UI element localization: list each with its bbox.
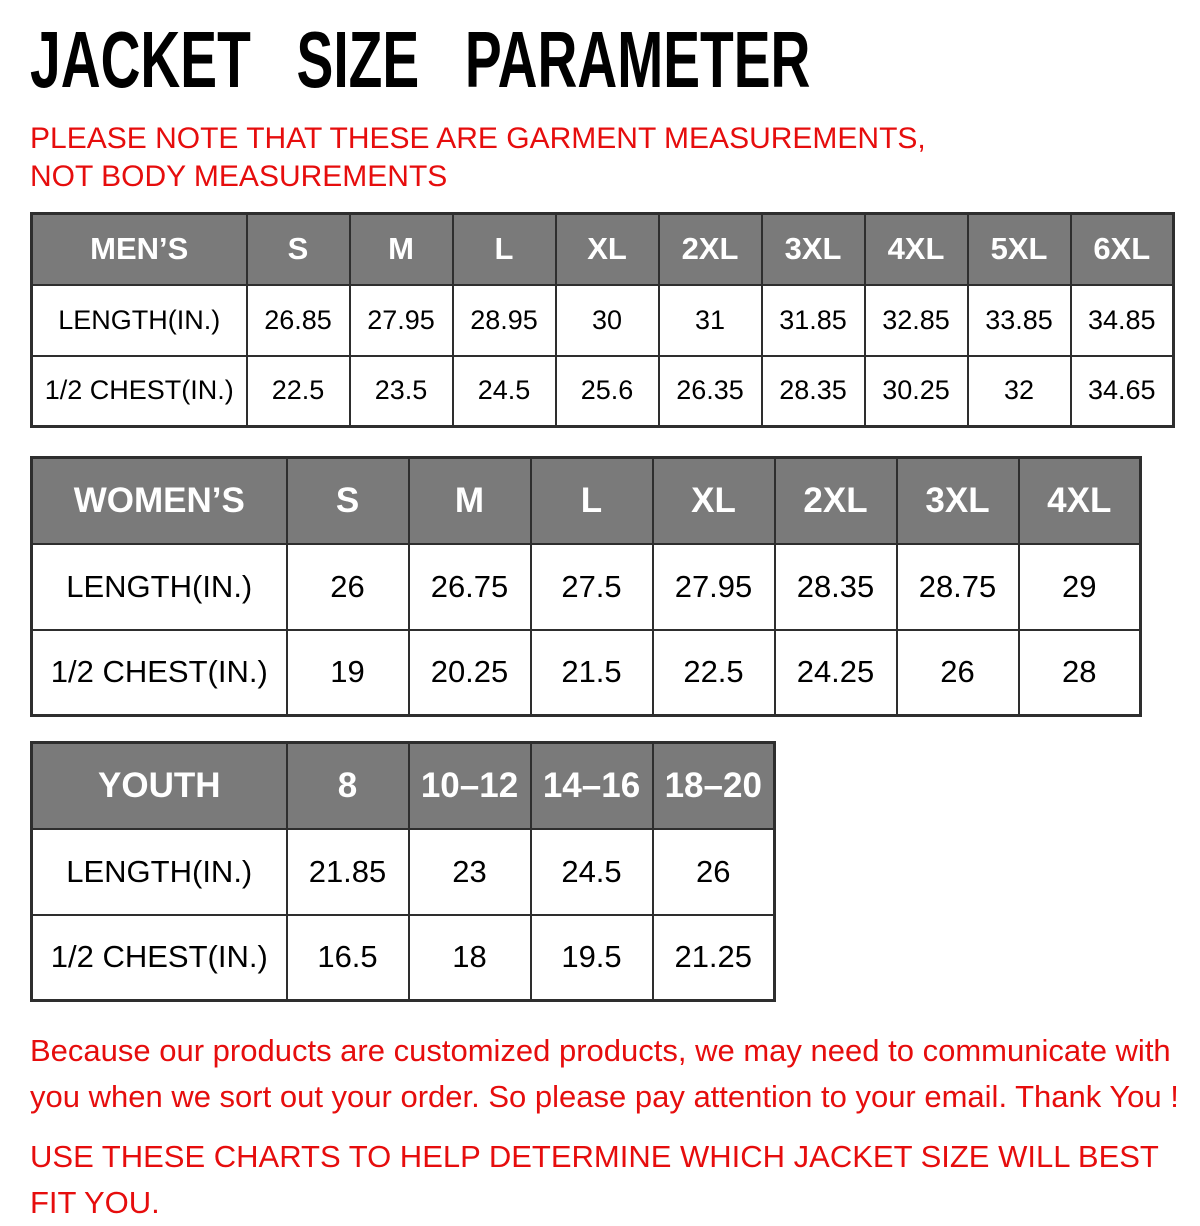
womens-size-header: 3XL — [897, 458, 1019, 544]
mens-size-header: S — [247, 214, 350, 285]
womens-value-cell: 21.5 — [531, 630, 653, 716]
womens-value-cell: 29 — [1019, 544, 1141, 630]
youth-value-cell: 21.85 — [287, 829, 409, 915]
womens-size-header: M — [409, 458, 531, 544]
youth-value-cell: 26 — [653, 829, 775, 915]
mens-size-header: 6XL — [1071, 214, 1174, 285]
mens-size-header: XL — [556, 214, 659, 285]
mens-header-row — [32, 214, 1174, 285]
mens-size-header: 3XL — [762, 214, 865, 285]
womens-data-row — [32, 544, 1141, 630]
womens-value-cell: 27.95 — [653, 544, 775, 630]
youth-data-row — [32, 829, 775, 915]
youth-row-label: 1/2 CHEST(IN.) — [32, 915, 287, 1001]
garment-measurement-note: PLEASE NOTE THAT THESE ARE GARMENT MEASUREMENTS, NOT BODY MEASUREMENTS — [30, 122, 926, 193]
customization-notice: Because our products are customized products, we may need to communicate with you when we sort out your order. So please pay attention to your email. Thank You ! — [30, 1033, 1179, 1114]
youth-value-cell: 23 — [409, 829, 531, 915]
mens-group-label: MEN’S — [32, 214, 247, 285]
womens-group-label: WOMEN’S — [32, 458, 287, 544]
mens-value-cell: 31 — [659, 285, 762, 356]
youth-value-cell: 16.5 — [287, 915, 409, 1001]
mens-value-cell: 32 — [968, 356, 1071, 427]
mens-value-cell: 30.25 — [865, 356, 968, 427]
mens-value-cell: 23.5 — [350, 356, 453, 427]
page-title: JACKET SIZE PARAMETER — [30, 15, 811, 104]
youth-group-label: YOUTH — [32, 743, 287, 829]
mens-value-cell: 31.85 — [762, 285, 865, 356]
womens-value-cell: 24.25 — [775, 630, 897, 716]
mens-data-row — [32, 285, 1174, 356]
mens-size-table — [30, 212, 1175, 428]
mens-value-cell: 26.85 — [247, 285, 350, 356]
youth-size-header: 18–20 — [653, 743, 775, 829]
mens-size-header: 4XL — [865, 214, 968, 285]
mens-value-cell: 30 — [556, 285, 659, 356]
youth-value-cell: 24.5 — [531, 829, 653, 915]
mens-value-cell: 27.95 — [350, 285, 453, 356]
womens-header-row — [32, 458, 1141, 544]
womens-size-header: S — [287, 458, 409, 544]
womens-size-header: 4XL — [1019, 458, 1141, 544]
mens-value-cell: 33.85 — [968, 285, 1071, 356]
youth-size-table — [30, 741, 776, 1002]
mens-value-cell: 22.5 — [247, 356, 350, 427]
mens-value-cell: 26.35 — [659, 356, 762, 427]
womens-row-label: LENGTH(IN.) — [32, 544, 287, 630]
youth-size-header: 8 — [287, 743, 409, 829]
mens-value-cell: 25.6 — [556, 356, 659, 427]
womens-row-label: 1/2 CHEST(IN.) — [32, 630, 287, 716]
mens-value-cell: 28.95 — [453, 285, 556, 356]
youth-size-header: 14–16 — [531, 743, 653, 829]
youth-value-cell: 21.25 — [653, 915, 775, 1001]
womens-value-cell: 19 — [287, 630, 409, 716]
mens-value-cell: 32.85 — [865, 285, 968, 356]
womens-size-header: 2XL — [775, 458, 897, 544]
womens-size-header: L — [531, 458, 653, 544]
womens-value-cell: 26 — [287, 544, 409, 630]
mens-row-label: LENGTH(IN.) — [32, 285, 247, 356]
womens-value-cell: 26.75 — [409, 544, 531, 630]
youth-row-label: LENGTH(IN.) — [32, 829, 287, 915]
mens-size-header: M — [350, 214, 453, 285]
mens-value-cell: 24.5 — [453, 356, 556, 427]
mens-value-cell: 34.65 — [1071, 356, 1174, 427]
mens-size-header: 2XL — [659, 214, 762, 285]
mens-value-cell: 34.85 — [1071, 285, 1174, 356]
youth-size-header: 10–12 — [409, 743, 531, 829]
youth-data-row — [32, 915, 775, 1001]
mens-value-cell: 28.35 — [762, 356, 865, 427]
womens-size-header: XL — [653, 458, 775, 544]
womens-data-row — [32, 630, 1141, 716]
womens-value-cell: 27.5 — [531, 544, 653, 630]
womens-value-cell: 28.35 — [775, 544, 897, 630]
womens-value-cell: 22.5 — [653, 630, 775, 716]
mens-data-row — [32, 356, 1174, 427]
womens-value-cell: 28.75 — [897, 544, 1019, 630]
mens-size-header: 5XL — [968, 214, 1071, 285]
mens-row-label: 1/2 CHEST(IN.) — [32, 356, 247, 427]
mens-size-header: L — [453, 214, 556, 285]
womens-size-table — [30, 456, 1142, 717]
youth-header-row — [32, 743, 775, 829]
youth-value-cell: 19.5 — [531, 915, 653, 1001]
fit-advice: USE THESE CHARTS TO HELP DETERMINE WHICH JACKET SIZE WILL BEST FIT YOU. — [30, 1139, 1159, 1220]
womens-value-cell: 26 — [897, 630, 1019, 716]
womens-value-cell: 20.25 — [409, 630, 531, 716]
youth-value-cell: 18 — [409, 915, 531, 1001]
womens-value-cell: 28 — [1019, 630, 1141, 716]
